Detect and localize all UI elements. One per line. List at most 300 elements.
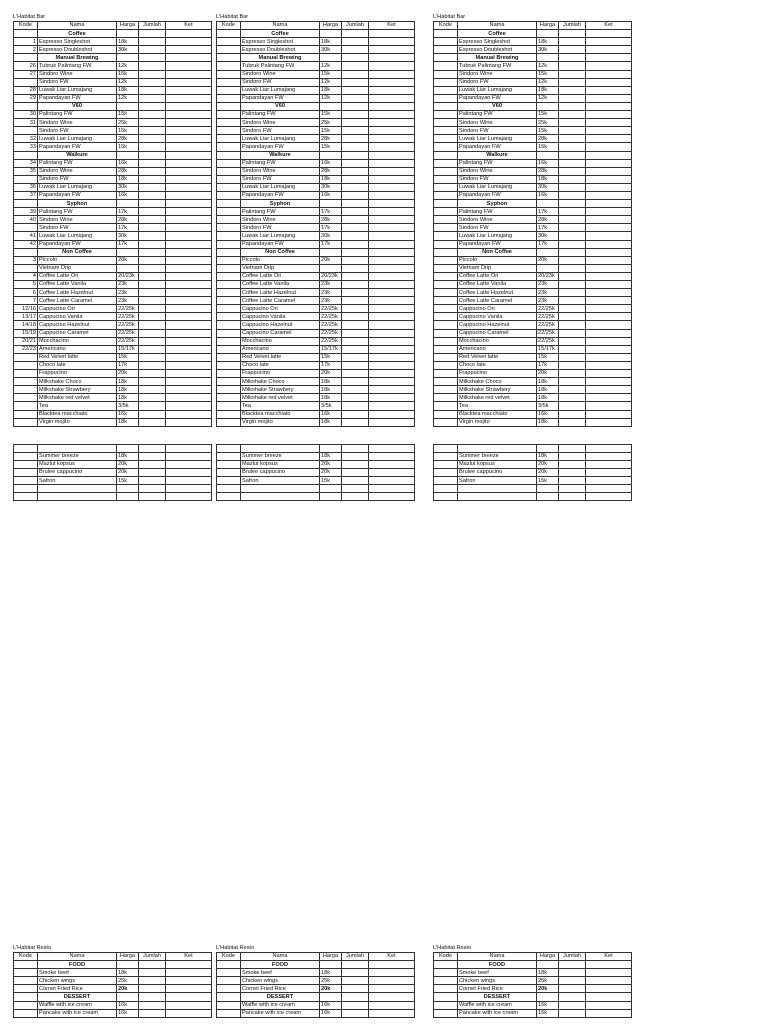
note-cell[interactable] [369,361,415,369]
note-cell[interactable] [369,418,415,426]
quantity-cell[interactable] [342,208,369,216]
quantity-cell[interactable] [342,493,369,501]
note-cell[interactable] [369,485,415,493]
quantity-cell[interactable] [559,289,586,297]
note-cell[interactable] [369,386,415,394]
note-cell[interactable] [369,444,415,452]
note-cell[interactable] [369,127,415,135]
note-cell[interactable] [369,985,415,993]
quantity-cell[interactable] [342,183,369,191]
quantity-cell[interactable] [342,1009,369,1017]
quantity-cell[interactable] [342,361,369,369]
quantity-cell[interactable] [559,94,586,102]
note-cell[interactable] [586,485,632,493]
note-cell[interactable] [166,30,212,38]
note-cell[interactable] [166,337,212,345]
note-cell[interactable] [369,159,415,167]
quantity-cell[interactable] [139,452,166,460]
quantity-cell[interactable] [559,86,586,94]
quantity-cell[interactable] [559,410,586,418]
note-cell[interactable] [369,240,415,248]
quantity-cell[interactable] [342,256,369,264]
note-cell[interactable] [586,167,632,175]
note-cell[interactable] [586,329,632,337]
note-cell[interactable] [166,216,212,224]
quantity-cell[interactable] [342,961,369,969]
note-cell[interactable] [586,127,632,135]
quantity-cell[interactable] [139,86,166,94]
note-cell[interactable] [166,418,212,426]
note-cell[interactable] [166,175,212,183]
quantity-cell[interactable] [139,135,166,143]
quantity-cell[interactable] [342,313,369,321]
quantity-cell[interactable] [342,444,369,452]
quantity-cell[interactable] [342,370,369,378]
quantity-cell[interactable] [559,485,586,493]
quantity-cell[interactable] [139,329,166,337]
note-cell[interactable] [586,224,632,232]
note-cell[interactable] [369,119,415,127]
quantity-cell[interactable] [139,993,166,1001]
note-cell[interactable] [369,370,415,378]
quantity-cell[interactable] [139,977,166,985]
quantity-cell[interactable] [139,248,166,256]
note-cell[interactable] [369,313,415,321]
note-cell[interactable] [166,460,212,468]
note-cell[interactable] [166,86,212,94]
quantity-cell[interactable] [559,444,586,452]
quantity-cell[interactable] [342,969,369,977]
note-cell[interactable] [166,1009,212,1017]
quantity-cell[interactable] [559,151,586,159]
note-cell[interactable] [586,208,632,216]
note-cell[interactable] [369,345,415,353]
quantity-cell[interactable] [139,175,166,183]
note-cell[interactable] [586,370,632,378]
quantity-cell[interactable] [139,402,166,410]
note-cell[interactable] [166,70,212,78]
note-cell[interactable] [586,1001,632,1009]
quantity-cell[interactable] [139,1001,166,1009]
quantity-cell[interactable] [559,216,586,224]
quantity-cell[interactable] [342,386,369,394]
note-cell[interactable] [586,493,632,501]
note-cell[interactable] [586,452,632,460]
note-cell[interactable] [586,468,632,476]
note-cell[interactable] [166,54,212,62]
note-cell[interactable] [586,256,632,264]
note-cell[interactable] [369,378,415,386]
quantity-cell[interactable] [342,305,369,313]
quantity-cell[interactable] [559,386,586,394]
note-cell[interactable] [166,444,212,452]
quantity-cell[interactable] [139,410,166,418]
quantity-cell[interactable] [139,289,166,297]
note-cell[interactable] [369,305,415,313]
quantity-cell[interactable] [139,361,166,369]
quantity-cell[interactable] [139,264,166,272]
quantity-cell[interactable] [342,248,369,256]
quantity-cell[interactable] [342,468,369,476]
quantity-cell[interactable] [559,111,586,119]
quantity-cell[interactable] [342,1001,369,1009]
quantity-cell[interactable] [559,281,586,289]
quantity-cell[interactable] [342,167,369,175]
note-cell[interactable] [586,305,632,313]
quantity-cell[interactable] [559,30,586,38]
quantity-cell[interactable] [139,353,166,361]
quantity-cell[interactable] [139,94,166,102]
quantity-cell[interactable] [139,240,166,248]
note-cell[interactable] [586,191,632,199]
note-cell[interactable] [369,38,415,46]
note-cell[interactable] [166,135,212,143]
quantity-cell[interactable] [559,321,586,329]
quantity-cell[interactable] [559,460,586,468]
note-cell[interactable] [369,329,415,337]
quantity-cell[interactable] [559,119,586,127]
quantity-cell[interactable] [139,485,166,493]
quantity-cell[interactable] [139,378,166,386]
note-cell[interactable] [586,70,632,78]
quantity-cell[interactable] [342,321,369,329]
quantity-cell[interactable] [559,183,586,191]
quantity-cell[interactable] [342,402,369,410]
quantity-cell[interactable] [559,135,586,143]
quantity-cell[interactable] [342,191,369,199]
note-cell[interactable] [166,353,212,361]
quantity-cell[interactable] [559,468,586,476]
note-cell[interactable] [586,345,632,353]
note-cell[interactable] [166,289,212,297]
note-cell[interactable] [166,143,212,151]
quantity-cell[interactable] [342,62,369,70]
note-cell[interactable] [586,216,632,224]
note-cell[interactable] [369,993,415,1001]
note-cell[interactable] [166,281,212,289]
note-cell[interactable] [166,485,212,493]
quantity-cell[interactable] [139,297,166,305]
note-cell[interactable] [166,240,212,248]
quantity-cell[interactable] [559,477,586,485]
note-cell[interactable] [369,200,415,208]
note-cell[interactable] [369,175,415,183]
note-cell[interactable] [586,240,632,248]
note-cell[interactable] [369,54,415,62]
quantity-cell[interactable] [559,969,586,977]
note-cell[interactable] [166,985,212,993]
note-cell[interactable] [369,493,415,501]
quantity-cell[interactable] [559,297,586,305]
quantity-cell[interactable] [139,418,166,426]
note-cell[interactable] [369,402,415,410]
quantity-cell[interactable] [342,94,369,102]
quantity-cell[interactable] [559,961,586,969]
quantity-cell[interactable] [139,386,166,394]
quantity-cell[interactable] [139,232,166,240]
quantity-cell[interactable] [139,62,166,70]
note-cell[interactable] [369,353,415,361]
quantity-cell[interactable] [342,281,369,289]
note-cell[interactable] [166,159,212,167]
note-cell[interactable] [586,361,632,369]
note-cell[interactable] [166,313,212,321]
quantity-cell[interactable] [139,38,166,46]
note-cell[interactable] [586,378,632,386]
quantity-cell[interactable] [559,143,586,151]
quantity-cell[interactable] [342,70,369,78]
note-cell[interactable] [586,985,632,993]
quantity-cell[interactable] [139,54,166,62]
quantity-cell[interactable] [139,200,166,208]
note-cell[interactable] [369,62,415,70]
note-cell[interactable] [586,1009,632,1017]
note-cell[interactable] [369,111,415,119]
note-cell[interactable] [586,119,632,127]
note-cell[interactable] [369,46,415,54]
note-cell[interactable] [369,86,415,94]
note-cell[interactable] [586,159,632,167]
quantity-cell[interactable] [342,224,369,232]
note-cell[interactable] [586,46,632,54]
quantity-cell[interactable] [342,111,369,119]
note-cell[interactable] [166,264,212,272]
note-cell[interactable] [586,135,632,143]
note-cell[interactable] [586,394,632,402]
note-cell[interactable] [369,78,415,86]
note-cell[interactable] [166,321,212,329]
note-cell[interactable] [369,452,415,460]
quantity-cell[interactable] [559,305,586,313]
quantity-cell[interactable] [139,30,166,38]
note-cell[interactable] [586,477,632,485]
note-cell[interactable] [166,452,212,460]
note-cell[interactable] [166,119,212,127]
quantity-cell[interactable] [342,240,369,248]
note-cell[interactable] [369,264,415,272]
quantity-cell[interactable] [139,961,166,969]
note-cell[interactable] [369,1009,415,1017]
quantity-cell[interactable] [559,1009,586,1017]
quantity-cell[interactable] [559,256,586,264]
note-cell[interactable] [166,493,212,501]
note-cell[interactable] [369,460,415,468]
quantity-cell[interactable] [342,151,369,159]
quantity-cell[interactable] [559,329,586,337]
note-cell[interactable] [166,232,212,240]
quantity-cell[interactable] [139,477,166,485]
note-cell[interactable] [166,402,212,410]
note-cell[interactable] [586,321,632,329]
note-cell[interactable] [369,102,415,110]
quantity-cell[interactable] [342,452,369,460]
quantity-cell[interactable] [342,200,369,208]
note-cell[interactable] [166,394,212,402]
note-cell[interactable] [586,418,632,426]
note-cell[interactable] [369,135,415,143]
note-cell[interactable] [166,183,212,191]
quantity-cell[interactable] [559,493,586,501]
note-cell[interactable] [586,353,632,361]
note-cell[interactable] [166,361,212,369]
note-cell[interactable] [369,224,415,232]
quantity-cell[interactable] [559,232,586,240]
quantity-cell[interactable] [139,167,166,175]
quantity-cell[interactable] [559,378,586,386]
quantity-cell[interactable] [342,38,369,46]
note-cell[interactable] [586,969,632,977]
note-cell[interactable] [586,111,632,119]
note-cell[interactable] [166,248,212,256]
quantity-cell[interactable] [139,1009,166,1017]
quantity-cell[interactable] [559,191,586,199]
note-cell[interactable] [166,151,212,159]
quantity-cell[interactable] [139,256,166,264]
quantity-cell[interactable] [342,272,369,280]
quantity-cell[interactable] [139,127,166,135]
quantity-cell[interactable] [139,345,166,353]
note-cell[interactable] [586,30,632,38]
note-cell[interactable] [166,410,212,418]
quantity-cell[interactable] [139,394,166,402]
quantity-cell[interactable] [559,224,586,232]
note-cell[interactable] [586,143,632,151]
note-cell[interactable] [586,232,632,240]
quantity-cell[interactable] [559,70,586,78]
note-cell[interactable] [586,200,632,208]
note-cell[interactable] [166,993,212,1001]
note-cell[interactable] [166,305,212,313]
note-cell[interactable] [586,102,632,110]
quantity-cell[interactable] [342,345,369,353]
quantity-cell[interactable] [139,102,166,110]
note-cell[interactable] [369,969,415,977]
quantity-cell[interactable] [342,410,369,418]
quantity-cell[interactable] [342,329,369,337]
note-cell[interactable] [369,281,415,289]
quantity-cell[interactable] [139,151,166,159]
quantity-cell[interactable] [342,102,369,110]
quantity-cell[interactable] [559,394,586,402]
note-cell[interactable] [586,94,632,102]
quantity-cell[interactable] [342,135,369,143]
quantity-cell[interactable] [342,460,369,468]
note-cell[interactable] [369,468,415,476]
note-cell[interactable] [166,370,212,378]
note-cell[interactable] [369,289,415,297]
note-cell[interactable] [369,248,415,256]
quantity-cell[interactable] [559,159,586,167]
note-cell[interactable] [369,477,415,485]
note-cell[interactable] [369,70,415,78]
note-cell[interactable] [166,62,212,70]
quantity-cell[interactable] [559,46,586,54]
quantity-cell[interactable] [139,370,166,378]
note-cell[interactable] [586,175,632,183]
note-cell[interactable] [166,191,212,199]
quantity-cell[interactable] [342,159,369,167]
quantity-cell[interactable] [139,321,166,329]
note-cell[interactable] [369,272,415,280]
note-cell[interactable] [166,167,212,175]
note-cell[interactable] [586,977,632,985]
note-cell[interactable] [586,297,632,305]
note-cell[interactable] [166,208,212,216]
note-cell[interactable] [166,111,212,119]
note-cell[interactable] [586,961,632,969]
quantity-cell[interactable] [139,337,166,345]
note-cell[interactable] [166,272,212,280]
quantity-cell[interactable] [139,460,166,468]
note-cell[interactable] [586,281,632,289]
note-cell[interactable] [166,256,212,264]
note-cell[interactable] [369,394,415,402]
quantity-cell[interactable] [139,46,166,54]
quantity-cell[interactable] [342,54,369,62]
quantity-cell[interactable] [139,208,166,216]
note-cell[interactable] [586,289,632,297]
note-cell[interactable] [586,183,632,191]
note-cell[interactable] [586,264,632,272]
quantity-cell[interactable] [559,248,586,256]
quantity-cell[interactable] [559,402,586,410]
quantity-cell[interactable] [342,977,369,985]
quantity-cell[interactable] [139,111,166,119]
note-cell[interactable] [586,78,632,86]
note-cell[interactable] [369,232,415,240]
note-cell[interactable] [166,329,212,337]
quantity-cell[interactable] [342,993,369,1001]
quantity-cell[interactable] [559,62,586,70]
quantity-cell[interactable] [559,337,586,345]
note-cell[interactable] [369,297,415,305]
note-cell[interactable] [166,969,212,977]
quantity-cell[interactable] [139,216,166,224]
quantity-cell[interactable] [342,485,369,493]
note-cell[interactable] [369,191,415,199]
quantity-cell[interactable] [559,353,586,361]
note-cell[interactable] [166,468,212,476]
quantity-cell[interactable] [139,191,166,199]
note-cell[interactable] [369,208,415,216]
note-cell[interactable] [586,86,632,94]
quantity-cell[interactable] [139,159,166,167]
quantity-cell[interactable] [139,224,166,232]
note-cell[interactable] [369,216,415,224]
quantity-cell[interactable] [342,394,369,402]
note-cell[interactable] [369,151,415,159]
quantity-cell[interactable] [342,78,369,86]
quantity-cell[interactable] [559,167,586,175]
note-cell[interactable] [369,410,415,418]
note-cell[interactable] [586,248,632,256]
note-cell[interactable] [586,402,632,410]
quantity-cell[interactable] [559,38,586,46]
note-cell[interactable] [586,337,632,345]
quantity-cell[interactable] [139,444,166,452]
quantity-cell[interactable] [139,272,166,280]
quantity-cell[interactable] [139,313,166,321]
note-cell[interactable] [369,256,415,264]
note-cell[interactable] [166,297,212,305]
quantity-cell[interactable] [139,78,166,86]
note-cell[interactable] [369,977,415,985]
note-cell[interactable] [166,477,212,485]
quantity-cell[interactable] [559,200,586,208]
quantity-cell[interactable] [559,78,586,86]
quantity-cell[interactable] [342,143,369,151]
quantity-cell[interactable] [559,370,586,378]
